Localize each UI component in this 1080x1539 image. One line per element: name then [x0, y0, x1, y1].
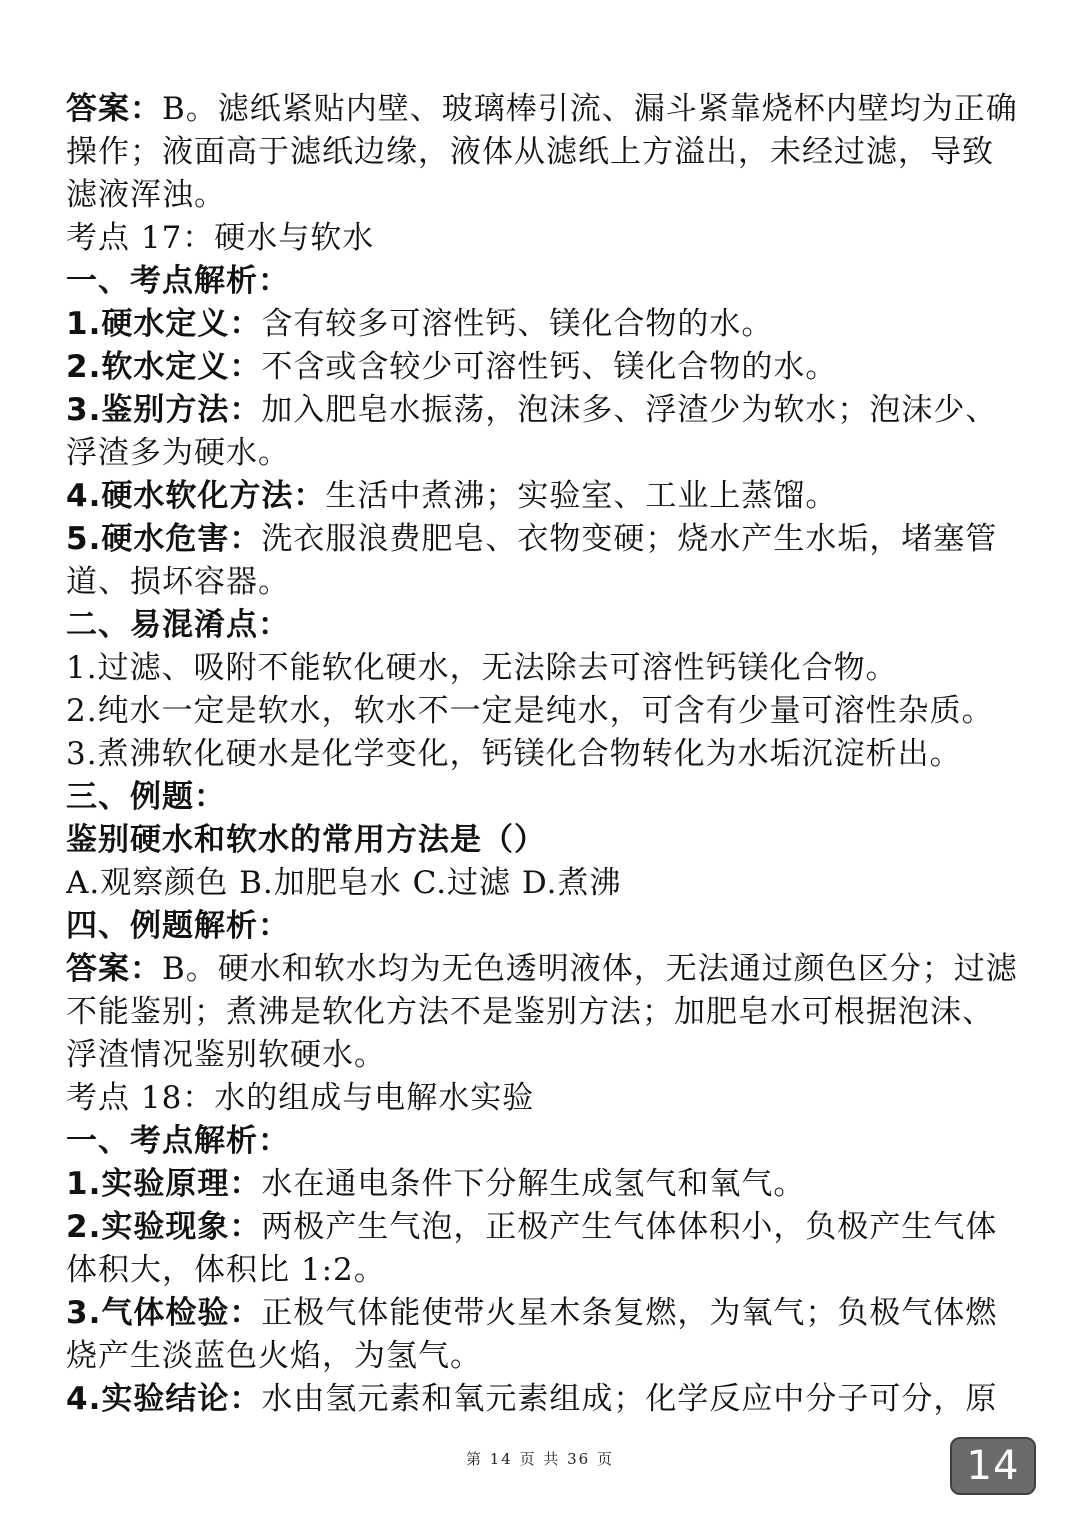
line-text: 水在通电条件下分解生成氢气和氧气。: [261, 1166, 806, 1202]
bold-label: 5.硬水危害：: [66, 521, 262, 557]
text-line: [66, 303, 1020, 346]
text-line: [66, 88, 1020, 131]
line-text: 道、损坏容器。: [66, 564, 290, 600]
text-line: [66, 1034, 1020, 1077]
line-text: 1.过滤、吸附不能软化硬水，无法除去可溶性钙镁化合物。: [66, 650, 898, 686]
answer-options: [66, 862, 1020, 905]
line-text: 生活中煮沸；实验室、工业上蒸馏。: [325, 478, 838, 514]
line-text: 加入肥皂水振荡，泡沫多、浮渣少为软水；泡沫少、: [261, 392, 998, 428]
text-line: [66, 991, 1020, 1034]
line-text: 2.纯水一定是软水，软水不一定是纯水，可含有少量可溶性杂质。: [66, 693, 994, 729]
bold-label: 4.硬水软化方法：: [66, 478, 326, 514]
text-line: [66, 1335, 1020, 1378]
line-text: 浮渣情况鉴别软硬水。: [66, 1037, 386, 1073]
line-text: 正极气体能使带火星木条复燃，为氧气；负极气体燃: [261, 1295, 998, 1331]
text-line: [66, 948, 1020, 991]
line-text: 滤液浑浊。: [66, 177, 226, 213]
text-line: [66, 690, 1020, 733]
page-number-badge: 14: [950, 1437, 1036, 1495]
line-text: 操作；液面高于滤纸边缘，液体从滤纸上方溢出，未经过滤，导致: [66, 134, 994, 170]
document-body: [66, 88, 1020, 1421]
bold-label: 1.硬水定义：: [66, 306, 262, 342]
line-text: 洗衣服浪费肥皂、衣物变硬；烧水产生水垢，堵塞管: [261, 521, 998, 557]
line-text: B。硬水和软水均为无色透明液体，无法通过颜色区分；过滤: [162, 951, 1018, 987]
line-text: 体积大，体积比 1:2。: [66, 1252, 386, 1288]
text-line: [66, 1206, 1020, 1249]
text-line: [66, 647, 1020, 690]
line-text: 水由氢元素和氧元素组成；化学反应中分子可分，原: [261, 1381, 998, 1417]
bold-label: 答案：: [66, 91, 162, 127]
bold-label: 答案：: [66, 951, 162, 987]
line-text: 浮渣多为硬水。: [66, 435, 290, 471]
text-line: [66, 1292, 1020, 1335]
text-line: [66, 1249, 1020, 1292]
text-line: [66, 346, 1020, 389]
bold-label: 一、考点解析：: [66, 263, 290, 299]
line-text: B。滤纸紧贴内壁、玻璃棒引流、漏斗紧靠烧杯内壁均为正确: [162, 91, 1018, 127]
bold-label: 一、考点解析：: [66, 1123, 290, 1159]
line-text: 两极产生气泡，正极产生气体体积小，负极产生气体: [261, 1209, 998, 1245]
section-heading: [66, 1077, 1020, 1120]
bold-label: 3.鉴别方法：: [66, 392, 262, 428]
bold-label: 1.实验原理：: [66, 1166, 262, 1202]
line-text: 含有较多可溶性钙、镁化合物的水。: [261, 306, 774, 342]
line-text: 考点 18：水的组成与电解水实验: [66, 1080, 535, 1116]
subsection-heading: [66, 776, 1020, 819]
subsection-heading: [66, 1120, 1020, 1163]
text-line: [66, 432, 1020, 475]
text-line: [66, 518, 1020, 561]
line-text: 考点 17：硬水与软水: [66, 220, 375, 256]
text-line: [66, 389, 1020, 432]
section-heading: [66, 217, 1020, 260]
line-text: A.观察颜色 B.加肥皂水 C.过滤 D.煮沸: [66, 865, 622, 901]
page-footer: 第 14 页 共 36 页: [465, 1450, 614, 1468]
line-text: 不能鉴别；煮沸是软化方法不是鉴别方法；加肥皂水可根据泡沫、: [66, 994, 994, 1030]
bold-label: 鉴别硬水和软水的常用方法是（）: [66, 822, 546, 858]
text-line: [66, 475, 1020, 518]
line-text: 不含或含较少可溶性钙、镁化合物的水。: [261, 349, 838, 385]
subsection-heading: [66, 905, 1020, 948]
bold-label: 三、例题：: [66, 779, 226, 815]
subsection-heading: [66, 604, 1020, 647]
bold-label: 3.气体检验：: [66, 1295, 262, 1331]
bold-label: 2.软水定义：: [66, 349, 262, 385]
bold-label: 二、易混淆点：: [66, 607, 290, 643]
text-line: [66, 174, 1020, 217]
bold-label: 四、例题解析：: [66, 908, 290, 944]
text-line: [66, 733, 1020, 776]
text-line: [66, 131, 1020, 174]
bold-label: 4.实验结论：: [66, 1381, 262, 1417]
question-text: [66, 819, 1020, 862]
line-text: 3.煮沸软化硬水是化学变化，钙镁化合物转化为水垢沉淀析出。: [66, 736, 962, 772]
text-line: [66, 561, 1020, 604]
line-text: 烧产生淡蓝色火焰，为氢气。: [66, 1338, 482, 1374]
bold-label: 2.实验现象：: [66, 1209, 262, 1245]
text-line: [66, 1378, 1020, 1421]
subsection-heading: [66, 260, 1020, 303]
text-line: [66, 1163, 1020, 1206]
